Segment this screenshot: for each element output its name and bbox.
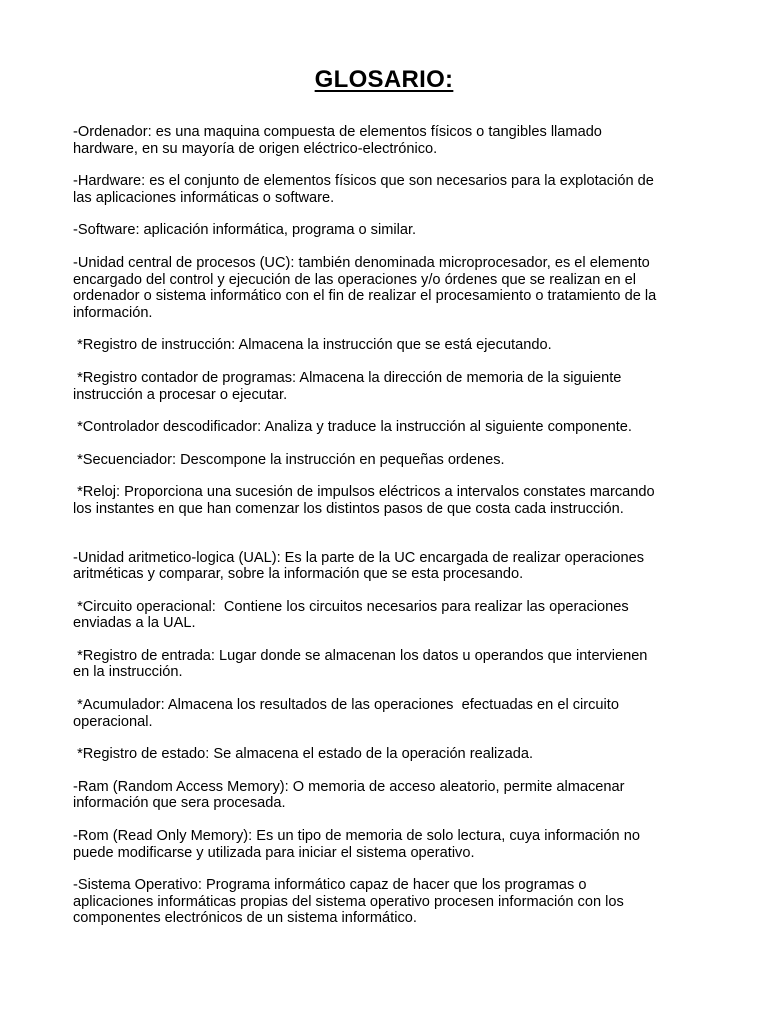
glossary-entry-ordenador: -Ordenador: es una maquina compuesta de elementos físicos o tangibles llamado hardware, en su mayoría de origen eléctrico-electrónico. bbox=[73, 124, 602, 157]
glossary-entry-hardware: -Hardware: es el conjunto de elementos físicos que son necesarios para la explotación de las aplicaciones informáticas o software. bbox=[73, 173, 654, 206]
glossary-list bbox=[73, 124, 703, 943]
glossary-entry-unidad-central: -Unidad central de procesos (UC): también denominada microprocesador, es el elemento encargado del control y ejecución de las operaciones y/o órdenes que se realizan en el ordenador o sistema informático con el fin de realizar el procesamiento o tratamiento de la información. bbox=[73, 254, 657, 321]
glossary-entry-sistema-operativo: -Sistema Operativo: Programa informático capaz de hacer que los programas o aplicaciones informáticas propias del sistema operativo procesen información con los componentes electrónicos de un sistema informático. bbox=[73, 877, 624, 927]
glossary-entry-unidad-aritmetico-logica: -Unidad aritmetico-logica (UAL): Es la parte de la UC encargada de realizar operaciones aritméticas y comparar, sobre la información que se esta procesando. bbox=[73, 549, 645, 583]
page-title: GLOSARIO: bbox=[314, 66, 454, 93]
glossary-entry-circuito-operacional: *Circuito operacional: Contiene los circuitos necesarios para realizar las operaciones enviadas a la UAL. bbox=[73, 598, 629, 632]
glossary-entry-acumulador: *Acumulador: Almacena los resultados de las operaciones efectuadas en el circuito operacional. bbox=[73, 697, 619, 730]
glossary-entry-ram: -Ram (Random Access Memory): O memoria de acceso aleatorio, permite almacenar información que sera procesada. bbox=[73, 778, 625, 812]
glossary-entry-registro-entrada: *Registro de entrada: Lugar donde se almacenan los datos u operandos que intervienen en la instrucción. bbox=[73, 647, 648, 681]
glossary-entry-registro-contador: *Registro contador de programas: Almacena la dirección de memoria de la siguiente instrucción a procesar o ejecutar. bbox=[73, 369, 622, 403]
glossary-entry-rom: -Rom (Read Only Memory): Es un tipo de memoria de solo lectura, cuya información no puede modificarse y utilizada para iniciar el sistema operativo. bbox=[73, 828, 640, 861]
glossary-entry-reloj: *Reloj: Proporciona una sucesión de impulsos eléctricos a intervalos constates marcando los instantes en que han comenzar los distintos pasos de que costa cada instrucción. bbox=[73, 484, 655, 517]
glossary-entry-registro-instruccion: *Registro de instrucción: Almacena la instrucción que se está ejecutando. bbox=[73, 337, 552, 354]
glossary-entry-software: -Software: aplicación informática, programa o similar. bbox=[73, 222, 417, 239]
glossary-entry-controlador-descodificador: *Controlador descodificador: Analiza y traduce la instrucción al siguiente componente. bbox=[73, 419, 632, 436]
glossary-entry-secuenciador: *Secuenciador: Descompone la instrucción en pequeñas ordenes. bbox=[73, 451, 505, 468]
glossary-entry-registro-estado: *Registro de estado: Se almacena el estado de la operación realizada. bbox=[73, 746, 534, 763]
